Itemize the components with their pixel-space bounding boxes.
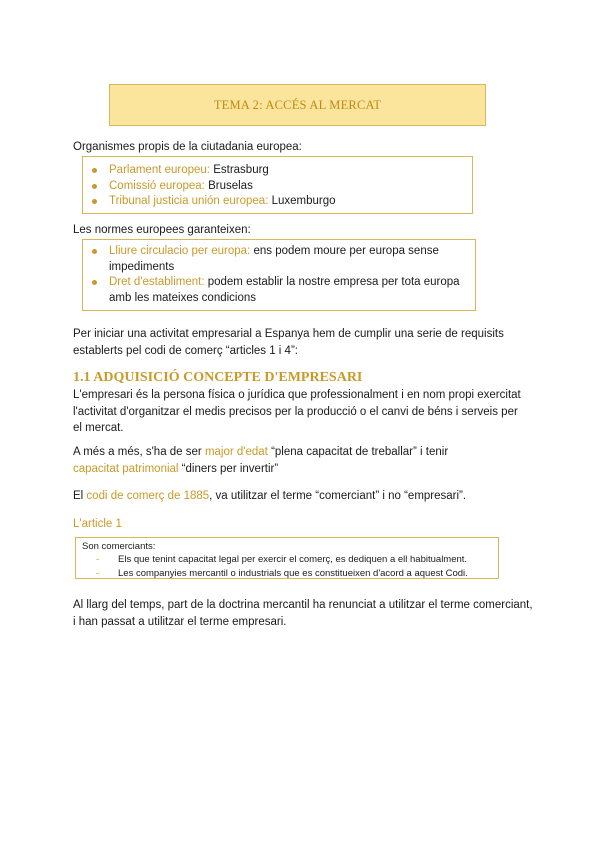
list-item: - Les companyies mercantil o industrials que es constitueixen d'acord a aquest Codi.	[82, 567, 498, 581]
page-title: TEMA 2: ACCÉS AL MERCAT	[213, 97, 382, 112]
requirements-paragraph: A més a més, s'ha de ser major d'edat “plena capacitat de treballar” i tenir capacitat patrimonial “diners per invertir”	[73, 446, 449, 475]
normes-list	[83, 244, 463, 306]
definition-paragraph: L'empresari és la persona física o jurídica que professionalment i en nom propi exercitat l'activitat d'organitzar el medis precisos per la producció o el canvi de béns i serveis per el mercat.	[73, 389, 521, 434]
list-item: Lliure circulacio per europa: ens podem moure per europa sense impediments	[83, 244, 463, 275]
highlight-major-edat: major d'edat	[204, 446, 268, 458]
article-list	[82, 553, 498, 580]
normes-box	[82, 239, 476, 311]
list-item: Tribunal justicia unión europea: Luxemburgo	[83, 194, 472, 210]
intro-paragraph: Per iniciar una activitat empresarial a Espanya hem de cumplir una serie de requisits establerts pel codi de comerç “articles 1 i 4”:	[73, 328, 504, 357]
organismes-list	[83, 163, 472, 210]
article-box-heading: Son comerciants:	[82, 541, 156, 552]
list-item: Parlament europeu: Estrasburg	[83, 163, 472, 179]
article-label: L'article 1	[73, 518, 122, 530]
highlight-codi: codi de comerç de 1885	[86, 490, 210, 502]
codi-paragraph: El codi de comerç de 1885, va utilitzar el terme “comerciant” i no “empresari”.	[73, 490, 467, 502]
list-item: Dret d'establiment: podem establir la nostre empresa per tota europa amb les mateixes condicions	[83, 275, 463, 306]
list-item: Comissió europea: Bruselas	[83, 179, 472, 195]
highlight-capacitat: capacitat patrimonial	[73, 462, 179, 475]
article-box	[75, 537, 499, 579]
closing-paragraph: Al llarg del temps, part de la doctrina mercantil ha renunciat a utilitzar el terme comerciant, i han passat a utilitzar el terme empresari.	[73, 599, 533, 628]
section-heading: 1.1 ADQUISICIÓ CONCEPTE D'EMPRESARI	[73, 370, 363, 385]
list-item: - Els que tenint capacitat legal per exercir el comerç, es dediquen a ell habitualment.	[82, 553, 498, 567]
organismes-intro: Organismes propis de la ciutadania europea:	[73, 141, 302, 153]
title-box	[109, 84, 486, 126]
organismes-box	[82, 156, 473, 214]
normes-intro: Les normes europees garanteixen:	[73, 224, 251, 236]
